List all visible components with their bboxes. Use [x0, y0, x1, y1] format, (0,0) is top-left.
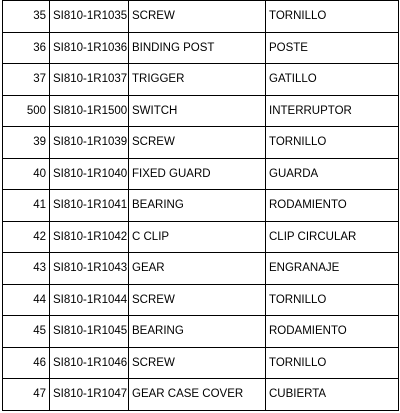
item-number: 39 — [3, 127, 50, 159]
part-number: SI810-1R1040 — [50, 158, 129, 190]
description-spanish: GATILLO — [266, 64, 399, 96]
part-number: SI810-1R1037 — [50, 64, 129, 96]
description-english: BINDING POST — [129, 32, 266, 64]
table-row — [3, 347, 399, 379]
description-english: GEAR — [129, 253, 266, 285]
description-english: C CLIP — [129, 221, 266, 253]
item-number: 41 — [3, 190, 50, 222]
description-spanish: ENGRANAJE — [266, 253, 399, 285]
description-spanish: RODAMIENTO — [266, 316, 399, 348]
part-number: SI810-1R1046 — [50, 347, 129, 379]
item-number: 47 — [3, 379, 50, 411]
table-row — [3, 284, 399, 316]
description-spanish: TORNILLO — [266, 127, 399, 159]
table-row — [3, 127, 399, 159]
table-row — [3, 316, 399, 348]
table-row — [3, 221, 399, 253]
description-english: GEAR CASE COVER — [129, 379, 266, 411]
part-number: SI810-1R1043 — [50, 253, 129, 285]
table-row — [3, 64, 399, 96]
item-number: 45 — [3, 316, 50, 348]
part-number: SI810-1R1045 — [50, 316, 129, 348]
part-number: SI810-1R1044 — [50, 284, 129, 316]
description-english: BEARING — [129, 316, 266, 348]
description-spanish: TORNILLO — [266, 1, 399, 33]
parts-table-body — [3, 1, 399, 411]
description-spanish: TORNILLO — [266, 347, 399, 379]
description-spanish: GUARDA — [266, 158, 399, 190]
description-english: FIXED GUARD — [129, 158, 266, 190]
description-english: BEARING — [129, 190, 266, 222]
description-english: SWITCH — [129, 95, 266, 127]
part-number: SI810-1R1039 — [50, 127, 129, 159]
item-number: 44 — [3, 284, 50, 316]
part-number: SI810-1R1042 — [50, 221, 129, 253]
description-spanish: POSTE — [266, 32, 399, 64]
item-number: 500 — [3, 95, 50, 127]
table-row — [3, 32, 399, 64]
item-number: 46 — [3, 347, 50, 379]
part-number: SI810-1R1047 — [50, 379, 129, 411]
item-number: 35 — [3, 1, 50, 33]
table-row — [3, 190, 399, 222]
table-row — [3, 95, 399, 127]
table-row — [3, 1, 399, 33]
item-number: 43 — [3, 253, 50, 285]
item-number: 42 — [3, 221, 50, 253]
description-spanish: TORNILLO — [266, 284, 399, 316]
part-number: SI810-1R1041 — [50, 190, 129, 222]
description-spanish: CLIP CIRCULAR — [266, 221, 399, 253]
parts-table — [2, 0, 399, 411]
item-number: 36 — [3, 32, 50, 64]
description-english: TRIGGER — [129, 64, 266, 96]
description-english: SCREW — [129, 284, 266, 316]
description-english: SCREW — [129, 127, 266, 159]
description-spanish: INTERRUPTOR — [266, 95, 399, 127]
table-row — [3, 253, 399, 285]
table-row — [3, 379, 399, 411]
table-row — [3, 158, 399, 190]
description-spanish: CUBIERTA — [266, 379, 399, 411]
part-number: SI810-1R1036 — [50, 32, 129, 64]
item-number: 40 — [3, 158, 50, 190]
description-spanish: RODAMIENTO — [266, 190, 399, 222]
item-number: 37 — [3, 64, 50, 96]
part-number: SI810-1R1500 — [50, 95, 129, 127]
part-number: SI810-1R1035 — [50, 1, 129, 33]
description-english: SCREW — [129, 1, 266, 33]
description-english: SCREW — [129, 347, 266, 379]
